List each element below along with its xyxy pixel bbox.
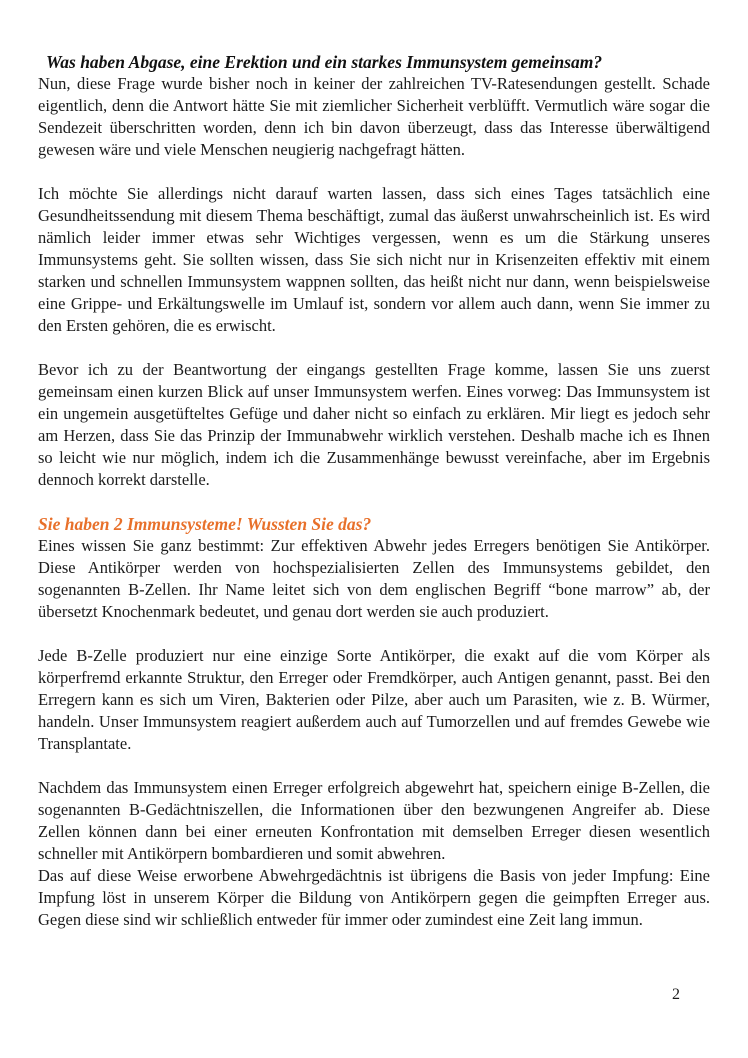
paragraph-vaccination: Das auf diese Weise erworbene Abwehrgedächtnis ist übrigens die Basis von jeder Impfung: Eine Impfung löst in unserem Körper die Bildung von Antikörpern gegen die geimpften Erreger aus. Gegen diese sind wir schließlich entweder für immer oder zumindest eine Zeit lang immun. xyxy=(38,866,710,929)
chapter-question-heading: Was haben Abgase, eine Erektion und ein starkes Immunsystem gemeinsam? xyxy=(46,52,603,72)
paragraph-immune-overview: Bevor ich zu der Beantwortung der eingangs gestellten Frage komme, lassen Sie uns zuerst gemeinsam einen kurzen Blick auf unser Immunsystem werfen. Eines vorweg: Das Immunsystem ist ein ungemein ausgetüfteltes Gefüge und daher nicht so einfach zu erklären. Mir liegt es jedoch sehr am Herzen, dass Sie das Prinzip der Immunabwehr wirklich verstehen. Deshalb mache ich es Ihnen so leicht wie nur möglich, indem ich die Zusammenhänge bewusst vereinfache, aber im Ergebnis dennoch korrekt darstelle. xyxy=(38,360,710,489)
paragraph-b-cells: Jede B-Zelle produziert nur eine einzige Sorte Antikörper, die exakt auf die vom Körper als körperfremd erkannte Struktur, den Erreger oder Fremdkörper, auch Antigen genannt, passt. Bei den Erregern kann es sich um Viren, Bakterien oder Pilze, aber auch um Parasiten, wie z. B. Würmer, handeln. Unser Immunsystem reagiert außerdem auch auf Tumorzellen und auf fremdes Gewebe wie Transplantate. xyxy=(38,646,710,753)
paragraph-not-waiting: Ich möchte Sie allerdings nicht darauf warten lassen, dass sich eines Tages tatsächlich eine Gesundheitssendung mit diesem Thema beschäftigt, zumal das äußerst unwahrscheinlich ist. Es wird nämlich leider immer etwas sehr Wichtiges vergessen, wenn es um die Stärkung unseres Immunsystems geht. Sie sollten wissen, dass Sie sich nicht nur in Krisenzeiten effektiv mit einem starken und schnellen Immunsystem wappnen sollten, das heißt nicht nur dann, wenn beispielsweise eine Grippe- und Erkältungswelle im Umlauf ist, sondern vor allem auch dann, wenn Sie immer zu den Ersten gehören, die es erwischt. xyxy=(38,184,710,335)
paragraph-antibodies: Eines wissen Sie ganz bestimmt: Zur effektiven Abwehr jedes Erregers benötigen Sie Antikörper. Diese Antikörper werden von hochspezialisierten Zellen des Immunsystems gebildet, den sogenannten B-Zellen. Ihr Name leitet sich von dem englischen Begriff “bone marrow” ab, der übersetzt Knochenmark bedeutet, und genau dort werden sie auch produziert. xyxy=(38,536,710,621)
section-heading-two-immune-systems: Sie haben 2 Immunsysteme! Wussten Sie das? xyxy=(38,514,372,534)
page-text-column xyxy=(38,51,710,931)
page-number: 2 xyxy=(672,986,680,1003)
paragraph-tv-show: Nun, diese Frage wurde bisher noch in keiner der zahlreichen TV-Ratesendungen gestellt. Schade eigentlich, denn die Antwort hätte Sie mit ziemlicher Sicherheit verblüfft. Vermutlich wäre sogar die Sendezeit überschritten worden, denn ich bin davon überzeugt, dass das Interesse überwältigend gewesen wäre und viele Menschen neugierig nachgefragt hätten. xyxy=(38,74,710,159)
paragraph-memory-cells: Nachdem das Immunsystem einen Erreger erfolgreich abgewehrt hat, speichern einige B-Zellen, die sogenannten B-Gedächtniszellen, die Informationen über den bezwungenen Angreifer ab. Diese Zellen können dann bei einer erneuten Konfrontation mit demselben Erreger diesen wesentlich schneller mit Antikörpern bombardieren und somit abwehren. xyxy=(38,778,710,863)
